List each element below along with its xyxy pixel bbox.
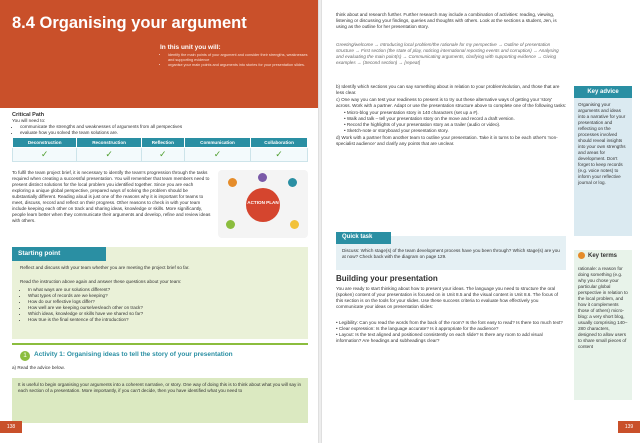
check-icon: ✓ (141, 148, 184, 162)
success-criterion: • Clear expression: Is the language accurate? Is it appropriate for the audience? (336, 326, 499, 331)
skills-header: Collaboration (251, 138, 308, 148)
unit-objectives-heading: In this unit you will: (160, 44, 221, 51)
starting-point-question: • How true is the final sentence of the introduction? (28, 317, 298, 323)
right-intro-text: think about and research further. Further research may include a combination of activities: reading, viewing, listening or discussing your findings, queries and thoughts with others. Look at the sections a student, Jen, is using as the outline for her presentation story. (336, 12, 557, 29)
quick-task-box (336, 236, 566, 270)
quick-task-text: Discuss: Which stage(s) of the team development process have you been through? Which stage(s) are you at now? Check back with the diagram on page 129. (342, 248, 560, 259)
activity-number: 1 (20, 351, 30, 361)
activity-1-header (12, 343, 308, 375)
starting-point-question: • How well are we keeping ourselves/each other on track? (28, 305, 298, 311)
critical-path-intro: You will need to: (12, 118, 46, 123)
skills-header: Reconstruction (77, 138, 141, 148)
unit-banner (0, 0, 318, 108)
key-terms-header (574, 250, 632, 262)
key-advice-box (574, 86, 632, 236)
critical-path (12, 112, 308, 136)
skills-header: Reflection (141, 138, 184, 148)
activity-step: b) Identify which sections you can say something about in relation to your problem/solution, and those that are less clear. (336, 84, 560, 95)
starting-point-question: • In what ways are our solutions different? (28, 287, 298, 293)
right-page (322, 0, 640, 443)
unit-objective: • organise your main points and arguments into stories for your presentation slides. (168, 63, 310, 68)
action-plan-illustration (218, 170, 308, 238)
activity-option: • Walk and talk – tell your presentation story on the move and record a draft version. (344, 116, 515, 121)
skills-header: Communication (184, 138, 250, 148)
quick-task-heading: Quick task (336, 232, 391, 244)
presentation-outline-diagram: Greeting/welcome → Introducing local problem/the rationale for my perspective → Outline of presentation structure → First section (the state of play, noticing international reporting events and corruption) → Analysing and evaluating the main point(s) → Communicating arguments, clarifying with supporting evidence → Giving examples → (Second section) → [repeat] (336, 42, 559, 65)
skills-table (12, 137, 308, 162)
left-page (0, 0, 318, 443)
activity-step: c) One way you can test your readiness to present is to try out these alternative ways of getting your 'story' across. Work with a partner. Adapt or use the presentation structure above to complete one of the following tasks: (336, 97, 567, 108)
critical-path-item: • communicate the strengths and weaknesses of arguments from all perspectives (20, 124, 308, 130)
starting-point-question: • What types of records are we keeping? (28, 293, 298, 299)
page-number: 139 (618, 421, 640, 433)
starting-point-heading: Starting point (12, 247, 106, 261)
critical-path-heading: Critical Path (12, 112, 45, 118)
advice-box (12, 378, 308, 423)
starting-point-question: • Which ideas, knowledge or skills have we shared so far? (28, 311, 298, 317)
skills-header: Deconstruction (13, 138, 77, 148)
people-icon (288, 178, 297, 187)
check-icon: ✓ (77, 148, 141, 162)
activity-title: Activity 1: Organising ideas to tell the story of your presentation (34, 351, 233, 358)
page-title: 8.4 Organising your argument (12, 14, 247, 32)
target-icon (258, 173, 267, 182)
activity-step: a) Read the advice below. (12, 365, 65, 370)
starting-point-box (12, 247, 308, 339)
activity-option: • Record the highlights of your presentation story as a trailer (audio or video). (344, 122, 501, 127)
action-plan-label: ACTION PLAN (246, 188, 280, 222)
check-icon: ✓ (251, 148, 308, 162)
success-criterion: • Layout: Is the text aligned and positioned consistently on each slide? Is there any room to add visual information? Are headings and subheadings clear? (336, 332, 543, 343)
starting-point-text: Read the instruction above again and answer these questions about your team: (20, 279, 182, 284)
starting-point-question: • How do our reflective logs differ? (28, 299, 298, 305)
building-text: You are ready to start thinking about how to present your ideas. The language you need to structure the oral (spoken) content of your presentation is focused on in Unit 8.5 and the visual content in Unit 8.6. The focus of this section is on the tools for your slides. Use these success criteria to evaluate how effectively you communicate your ideas on presentation slides: (336, 286, 559, 309)
success-criterion: • Legibility: Can you read the words from the back of the room? Is the font easy to read? Is there too much text? (336, 320, 563, 325)
check-icon: ✓ (13, 148, 77, 162)
key-terms-text: rationale: a reason for doing something (e.g. why you chose your particular global perspective in relation to the local problem, and how it complements those of others) micro-blog: a very short blog, usually comprising 140–280 characters, designed to allow users to share small pieces of content (578, 266, 628, 349)
intro-body-text: To fulfil the team project brief, it is necessary to identify the team's progression through the tasks required when creating a successful presentation. You will remember that team members need to present distinct solutions for the local problem you identified together. Since you are each exploring a unique global perspective, prepared ways of solving the problem should be substantially different. Reading aloud is just one of the reasons why it is important for teams to meet, discuss, record and reflect on their progress. Other reasons to check in with your team include keeping each other on track and sharing ideas, knowledge or skills. More significantly, people learn better when they communicate their arguments and develop, refine and review ideas with others. (12, 170, 211, 223)
advice-text: It is useful to begin organising your arguments into a coherent narrative, or story. One way of doing this is to think about what you will say in each section of a presentation. More importantly, if you can't decide, then you have identified what you need to (18, 382, 302, 393)
check-icon: ✓ (184, 148, 250, 162)
section-heading: Building your presentation (336, 274, 438, 283)
chart-icon (226, 220, 235, 229)
key-icon (578, 252, 585, 259)
key-advice-text: Organising your arguments and ideas into a narrative for your presentation and reflecting on the processes involved should reveal insights into your own strengths and areas for development. Don't forget to keep records (e.g. voice notes) to inform your reflective journal or log. (578, 102, 626, 185)
starting-point-text: Reflect and discuss with your team whether you are meeting the project brief so far. (20, 265, 190, 270)
activity-option: • Micro-blog your presentation story in 140 characters (set up a #). (344, 110, 479, 115)
activity-option: • Sketch-note or storyboard your presentation story. (344, 128, 449, 133)
page-number: 138 (0, 421, 22, 433)
activity-step: d) Work with a partner from another team to outline your presentation. Take it in turns to be each other's 'non-specialist audience' and clarify any points that are unclear. (336, 135, 558, 146)
lightbulb-icon (290, 220, 299, 229)
gear-icon (228, 178, 237, 187)
key-advice-heading: Key advice (574, 86, 632, 98)
unit-objectives (160, 44, 310, 96)
critical-path-item: • evaluate how you solved the team solutions are. (20, 130, 308, 136)
key-terms-box (574, 250, 632, 400)
unit-objective: • identify the main points of your argument and consider their strengths, weaknesses and supporting evidence (168, 53, 310, 63)
key-terms-heading: Key terms (588, 253, 618, 260)
